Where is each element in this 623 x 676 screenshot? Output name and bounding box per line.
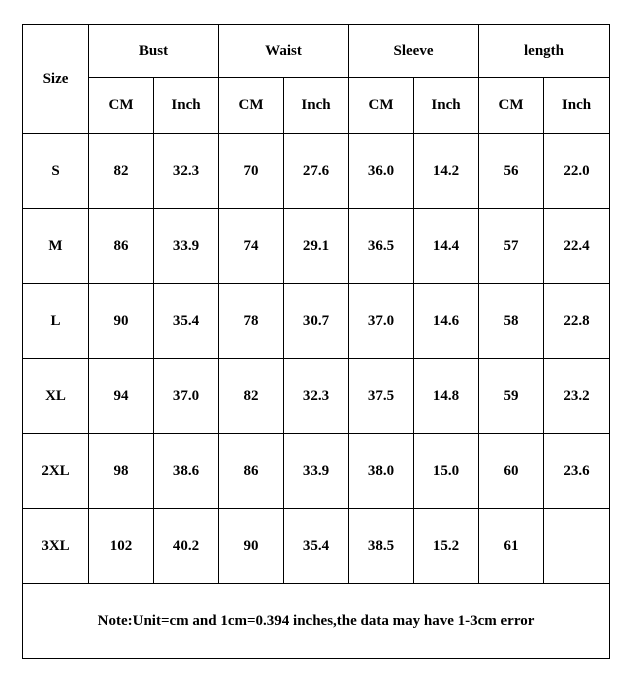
size-header: Size <box>23 25 89 134</box>
table-cell: 94 <box>89 359 154 434</box>
table-cell: 37.0 <box>154 359 219 434</box>
table-cell: 22.4 <box>544 209 610 284</box>
note-row <box>23 584 610 659</box>
table-cell: 82 <box>219 359 284 434</box>
size-cell: 2XL <box>23 434 89 509</box>
waist-header: Waist <box>219 25 349 78</box>
size-chart-table <box>22 24 610 659</box>
table-cell: 90 <box>89 284 154 359</box>
table-cell: 38.6 <box>154 434 219 509</box>
table-cell: 14.4 <box>414 209 479 284</box>
unit-header-row <box>23 78 610 134</box>
table-cell: 23.6 <box>544 434 610 509</box>
table-cell: 38.5 <box>349 509 414 584</box>
table-row <box>23 359 610 434</box>
table-row <box>23 284 610 359</box>
size-cell: 3XL <box>23 509 89 584</box>
unit-header-cm: CM <box>219 78 284 134</box>
table-cell: 61 <box>479 509 544 584</box>
group-header-row <box>23 25 610 78</box>
bust-header: Bust <box>89 25 219 78</box>
table-cell: 35.4 <box>284 509 349 584</box>
table-cell: 32.3 <box>154 134 219 209</box>
table-cell: 70 <box>219 134 284 209</box>
table-cell: 22.8 <box>544 284 610 359</box>
table-cell: 23.2 <box>544 359 610 434</box>
table-cell: 15.2 <box>414 509 479 584</box>
table-cell: 60 <box>479 434 544 509</box>
table-cell: 37.0 <box>349 284 414 359</box>
table-cell: 58 <box>479 284 544 359</box>
unit-header-cm: CM <box>349 78 414 134</box>
table-cell: 14.8 <box>414 359 479 434</box>
sleeve-header: Sleeve <box>349 25 479 78</box>
table-cell: 74 <box>219 209 284 284</box>
table-cell: 35.4 <box>154 284 219 359</box>
table-cell: 37.5 <box>349 359 414 434</box>
table-cell: 14.2 <box>414 134 479 209</box>
table-cell: 59 <box>479 359 544 434</box>
unit-header-cm: CM <box>479 78 544 134</box>
note-text: Note:Unit=cm and 1cm=0.394 inches,the data may have 1-3cm error <box>23 584 610 659</box>
table-cell <box>544 509 610 584</box>
unit-header-inch: Inch <box>284 78 349 134</box>
table-cell: 22.0 <box>544 134 610 209</box>
table-cell: 86 <box>89 209 154 284</box>
size-cell: XL <box>23 359 89 434</box>
table-cell: 36.0 <box>349 134 414 209</box>
table-cell: 78 <box>219 284 284 359</box>
table-row <box>23 509 610 584</box>
table-cell: 57 <box>479 209 544 284</box>
table-cell: 33.9 <box>154 209 219 284</box>
table-cell: 102 <box>89 509 154 584</box>
table-cell: 86 <box>219 434 284 509</box>
size-cell: M <box>23 209 89 284</box>
table-cell: 33.9 <box>284 434 349 509</box>
table-row <box>23 134 610 209</box>
unit-header-inch: Inch <box>414 78 479 134</box>
size-cell: L <box>23 284 89 359</box>
table-cell: 14.6 <box>414 284 479 359</box>
size-cell: S <box>23 134 89 209</box>
table-cell: 40.2 <box>154 509 219 584</box>
table-cell: 29.1 <box>284 209 349 284</box>
unit-header-cm: CM <box>89 78 154 134</box>
table-cell: 90 <box>219 509 284 584</box>
table-cell: 36.5 <box>349 209 414 284</box>
length-header: length <box>479 25 610 78</box>
table-cell: 32.3 <box>284 359 349 434</box>
table-cell: 56 <box>479 134 544 209</box>
table-cell: 27.6 <box>284 134 349 209</box>
unit-header-inch: Inch <box>154 78 219 134</box>
table-cell: 30.7 <box>284 284 349 359</box>
table-cell: 38.0 <box>349 434 414 509</box>
table-cell: 15.0 <box>414 434 479 509</box>
table-row <box>23 209 610 284</box>
table-row <box>23 434 610 509</box>
unit-header-inch: Inch <box>544 78 610 134</box>
table-cell: 98 <box>89 434 154 509</box>
table-cell: 82 <box>89 134 154 209</box>
